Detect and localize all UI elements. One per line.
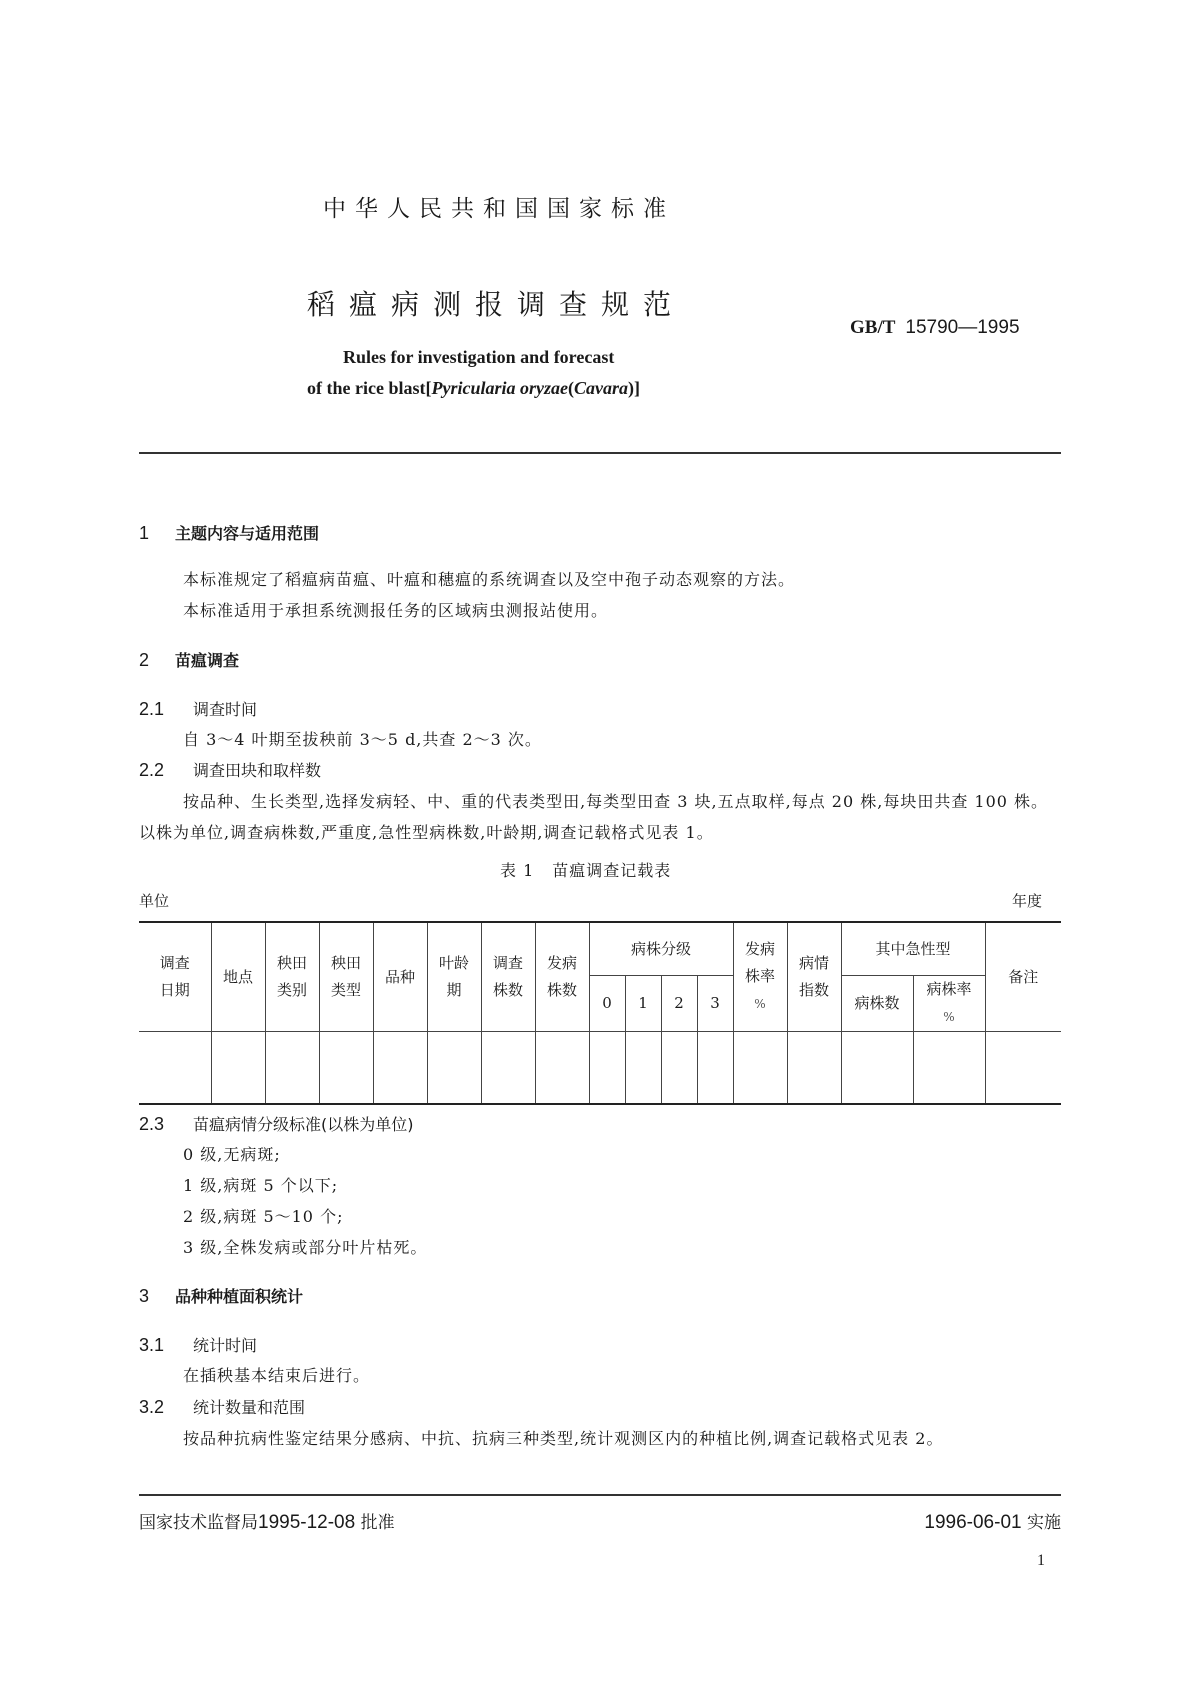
subsection-title: 统计数量和范围 <box>193 1398 306 1417</box>
cell <box>481 1032 535 1105</box>
cell <box>535 1032 589 1105</box>
approval-org: 国家技术监督局 <box>139 1513 258 1533</box>
approval-label: 批准 <box>360 1513 395 1533</box>
col-header-grade-2: 2 <box>661 976 697 1032</box>
grade-item-3: 3 级,全株发病或部分叶片枯死。 <box>183 1238 428 1257</box>
effective-label: 实施 <box>1027 1513 1061 1533</box>
section-number: 2 <box>139 650 150 670</box>
section-2-1-heading <box>139 697 257 720</box>
document-title-en-line2 <box>307 378 640 399</box>
col-header-acute-count: 病株数 <box>841 976 913 1032</box>
subsection-number: 2.3 <box>139 1114 165 1134</box>
page-number: 1 <box>1037 1552 1045 1569</box>
col-header-remarks: 备注 <box>985 922 1061 1032</box>
footer-divider <box>139 1494 1061 1496</box>
col-header-diseased-plants: 发病 株数 <box>535 922 589 1032</box>
title-en-prefix: of the rice blast[ <box>307 378 432 398</box>
section-number: 3 <box>139 1286 150 1306</box>
col-header-grade-1: 1 <box>625 976 661 1032</box>
grade-item-2: 2 级,病斑 5～10 个; <box>183 1207 344 1226</box>
col-header-disease-rate: 发病 株率 % <box>733 922 787 1032</box>
section-1-para-1: 本标准规定了稻瘟病苗瘟、叶瘟和穗瘟的系统调查以及空中孢子动态观察的方法。 <box>183 570 796 589</box>
section-title: 苗瘟调查 <box>175 651 240 670</box>
cell <box>841 1032 913 1105</box>
col-header-grade-3: 3 <box>697 976 733 1032</box>
grade-item-0: 0 级,无病斑; <box>183 1145 281 1164</box>
col-header-variety: 品种 <box>373 922 427 1032</box>
section-title: 品种种植面积统计 <box>175 1287 304 1306</box>
cell <box>787 1032 841 1105</box>
standard-code-number: 15790—1995 <box>905 317 1020 338</box>
section-2-3-heading <box>139 1112 414 1135</box>
cell <box>319 1032 373 1105</box>
cell <box>211 1032 265 1105</box>
title-en-author: Cavara <box>573 378 628 398</box>
col-header-location: 地点 <box>211 922 265 1032</box>
subsection-number: 3.1 <box>139 1335 165 1355</box>
col-header-acute-type: 其中急性型 <box>841 922 985 976</box>
subsection-title: 苗瘟病情分级标准(以株为单位) <box>193 1115 414 1134</box>
cell <box>661 1032 697 1105</box>
subsection-number: 3.2 <box>139 1397 165 1417</box>
section-1-heading <box>139 521 319 544</box>
col-header-surveyed-plants: 调查 株数 <box>481 922 535 1032</box>
col-header-acute-rate: 病株率 % <box>913 976 985 1032</box>
section-2-heading <box>139 648 239 671</box>
table-caption-number: 表 1 <box>500 861 535 880</box>
title-en-suffix: )] <box>627 378 640 398</box>
title-en-paren: ( <box>567 378 574 398</box>
col-header-date: 调查 日期 <box>139 922 211 1032</box>
section-2-2-heading <box>139 758 321 781</box>
cell <box>985 1032 1061 1105</box>
col-header-grade-0: 0 <box>589 976 625 1032</box>
section-3-1-heading <box>139 1333 257 1356</box>
grade-item-1: 1 级,病斑 5 个以下; <box>183 1176 339 1195</box>
col-header-seedbed-category: 秧田 类别 <box>265 922 319 1032</box>
section-title: 主题内容与适用范围 <box>175 524 320 543</box>
table-unit-label: 单位 <box>139 892 170 910</box>
subsection-title: 统计时间 <box>193 1336 258 1355</box>
table-caption-title: 苗瘟调查记载表 <box>552 861 672 880</box>
standard-code <box>850 317 1020 339</box>
section-3-heading <box>139 1284 303 1307</box>
cell <box>625 1032 661 1105</box>
approval-line <box>139 1508 395 1534</box>
cell <box>733 1032 787 1105</box>
header-divider <box>139 452 1061 454</box>
table-header-row <box>139 922 1061 976</box>
table-1-caption <box>500 858 671 881</box>
approval-date: 1995-12-08 <box>258 1512 356 1533</box>
table-row <box>139 1032 1061 1105</box>
effective-line <box>924 1508 1061 1534</box>
table-year-label: 年度 <box>1012 892 1043 910</box>
section-3-2-text: 按品种抗病性鉴定结果分感病、中抗、抗病三种类型,统计观测区内的种植比例,调查记载格式见表 2。 <box>183 1429 944 1448</box>
seedling-blast-survey-table <box>139 921 1061 1105</box>
col-header-disease-index: 病情 指数 <box>787 922 841 1032</box>
cell <box>697 1032 733 1105</box>
section-2-2-text: 按品种、生长类型,选择发病轻、中、重的代表类型田,每类型田查 3 块,五点取样,每点 20 株,每块田共查 100 株。以株为单位,调查病株数,严重度,急性型病株数,叶龄期,调查记载格式见表 1。 <box>139 792 1049 842</box>
section-1-para-2: 本标准适用于承担系统测报任务的区域病虫测报站使用。 <box>183 601 609 620</box>
col-header-seedbed-type: 秧田 类型 <box>319 922 373 1032</box>
subsection-title: 调查时间 <box>193 700 258 719</box>
subsection-number: 2.2 <box>139 760 165 780</box>
standard-code-prefix: GB/T <box>850 317 896 338</box>
cell <box>373 1032 427 1105</box>
cell <box>913 1032 985 1105</box>
cell <box>589 1032 625 1105</box>
cell <box>139 1032 211 1105</box>
col-header-grading: 病株分级 <box>589 922 733 976</box>
title-en-species: Pyricularia oryzae <box>431 378 568 398</box>
section-2-1-text: 自 3～4 叶期至拔秧前 3～5 d,共查 2～3 次。 <box>183 730 542 749</box>
section-number: 1 <box>139 523 150 543</box>
subsection-title: 调查田块和取样数 <box>193 761 322 780</box>
standard-category: 中华人民共和国国家标准 <box>323 196 675 222</box>
cell <box>427 1032 481 1105</box>
subsection-number: 2.1 <box>139 699 165 719</box>
section-3-1-text: 在插秧基本结束后进行。 <box>183 1366 371 1385</box>
col-header-leaf-age: 叶龄 期 <box>427 922 481 1032</box>
cell <box>265 1032 319 1105</box>
effective-date: 1996-06-01 <box>924 1512 1022 1533</box>
section-3-2-heading <box>139 1395 305 1418</box>
document-title-en-line1: Rules for investigation and forecast <box>343 347 615 367</box>
document-title-cn: 稻瘟病测报调查规范 <box>307 288 686 321</box>
